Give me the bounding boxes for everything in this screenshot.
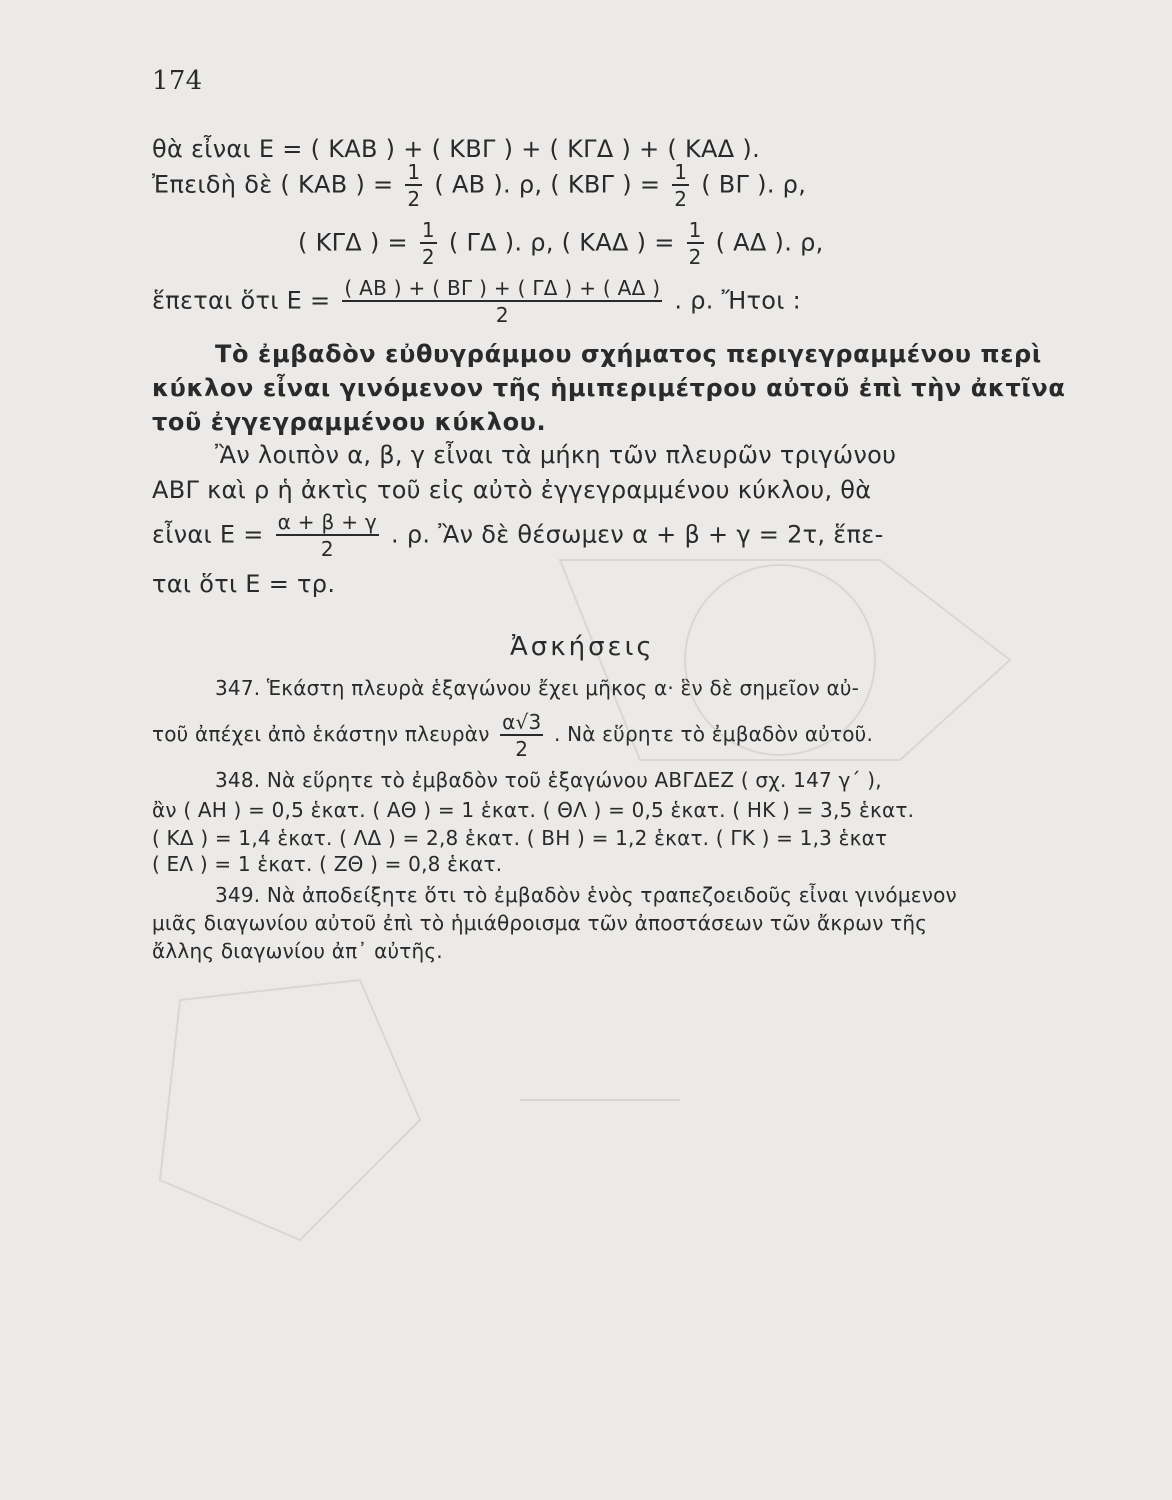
eq3-post: ( ΑΔ ). ρ, — [715, 228, 824, 257]
exercises-heading: Ἀσκήσεις — [510, 632, 655, 662]
theorem-line-3: τοῦ ἐγγεγραμμένου κύκλου. — [152, 408, 547, 436]
exercise-349-line-2: μιᾶς διαγωνίου αὐτοῦ ἐπὶ τὸ ἡμιάθροισμα τῶν ἀποστάσεων τῶν ἄκρων τῆς — [152, 911, 928, 935]
exercise-348-line-2: ἂν ( ΑΗ ) = 0,5 ἑκατ. ( ΑΘ ) = 1 ἑκατ. ( ΘΛ ) = 0,5 ἑκατ. ( ΗΚ ) = 3,5 ἑκατ. — [152, 798, 915, 822]
ghost-polygon-2 — [160, 980, 420, 1240]
exercise-347-line-2 — [152, 712, 873, 759]
exercise-348-line-4: ( ΕΛ ) = 1 ἑκατ. ( ΖΘ ) = 0,8 ἑκατ. — [152, 852, 503, 876]
frac-den: 2 — [405, 184, 422, 209]
equation-line-4 — [152, 278, 801, 325]
paragraph-line-1: Ἂν λοιπὸν α, β, γ εἶναι τὰ μήκη τῶν πλευρῶν τριγώνου — [215, 441, 897, 469]
frac-num: 1 — [688, 218, 702, 242]
exercise-348-line-1: 348. Νὰ εὕρητε τὸ ἐμβαδὸν τοῦ ἑξαγώνου ΑΒΓΔΕΖ ( σχ. 147 γ΄ ), — [215, 768, 882, 792]
theorem-line-2: κύκλον εἶναι γινόμενον τῆς ἡμιπεριμέτρου αὐτοῦ ἐπὶ τὴν ἀκτῖνα — [152, 374, 1066, 402]
exercise-349-line-1: 349. Νὰ ἀποδείξητε ὅτι τὸ ἐμβαδὸν ἑνὸς τραπεζοειδοῦς εἶναι γινόμενον — [215, 883, 957, 907]
eq2-mid: ( ΑΒ ). ρ, ( ΚΒΓ ) = — [434, 170, 661, 199]
frac-num: 1 — [421, 218, 435, 242]
paragraph-line-4: ται ὅτι Ε = τρ. — [152, 570, 336, 598]
e347-post: . Νὰ εὕρητε τὸ ἐμβαδὸν αὐτοῦ. — [553, 722, 874, 746]
eq4-post: . ρ. Ἤτοι : — [674, 286, 802, 315]
paragraph-line-2: ΑΒΓ καὶ ρ ἡ ἀκτὶς τοῦ εἰς αὐτὸ ἐγγεγραμμένου κύκλου, θὰ — [152, 476, 872, 504]
p3-post: . ρ. Ἂν δὲ θέσωμεν α + β + γ = 2τ, ἕπε- — [391, 520, 884, 549]
page-number: 174 — [152, 66, 203, 96]
fraction-a-root3 — [500, 712, 543, 759]
e347-pre: τοῦ ἀπέχει ἀπὸ ἑκάστην πλευρὰν — [152, 722, 490, 746]
equation-line-3 — [298, 220, 824, 267]
paragraph-line-3 — [152, 512, 884, 559]
frac-den: 2 — [276, 534, 379, 559]
frac-den: 2 — [500, 734, 543, 759]
equation-line-2 — [152, 162, 806, 209]
exercise-349-line-3: ἄλλης διαγωνίου ἀπ᾿ αὐτῆς. — [152, 939, 443, 963]
frac-num: 1 — [674, 160, 688, 184]
exercise-347-line-1: 347. Ἑκάστη πλευρὰ ἑξαγώνου ἔχει μῆκος α· ἓν δὲ σημεῖον αὐ- — [215, 676, 860, 700]
p3-pre: εἶναι Ε = — [152, 520, 264, 549]
frac-den: 2 — [420, 242, 437, 267]
equation-line-1: θὰ εἶναι Ε = ( ΚΑΒ ) + ( ΚΒΓ ) + ( ΚΓΔ ) + ( ΚΑΔ ). — [152, 135, 760, 163]
fraction-sum-sides — [342, 278, 662, 325]
eq3-mid: ( ΓΔ ). ρ, ( ΚΑΔ ) = — [448, 228, 675, 257]
fraction-semiperimeter — [276, 512, 379, 559]
frac-num: α√3 — [502, 710, 542, 734]
frac-num: 1 — [407, 160, 421, 184]
eq2-post: ( ΒΓ ). ρ, — [701, 170, 807, 199]
fraction-half — [672, 162, 689, 209]
theorem-line-1: Τὸ ἐμβαδὸν εὐθυγράμμου σχήματος περιγεγραμμένου περὶ — [215, 340, 1042, 368]
fraction-half — [687, 220, 704, 267]
eq2-pre: Ἐπειδὴ δὲ ( ΚΑΒ ) = — [152, 170, 394, 199]
frac-den: 2 — [342, 300, 662, 325]
frac-den: 2 — [687, 242, 704, 267]
frac-den: 2 — [672, 184, 689, 209]
fraction-half — [405, 162, 422, 209]
exercise-348-line-3: ( ΚΔ ) = 1,4 ἑκατ. ( ΛΔ ) = 2,8 ἑκατ. ( ΒΗ ) = 1,2 ἑκατ. ( ΓΚ ) = 1,3 ἑκατ — [152, 826, 888, 850]
frac-num: ( ΑΒ ) + ( ΒΓ ) + ( ΓΔ ) + ( ΑΔ ) — [344, 276, 661, 300]
fraction-half — [420, 220, 437, 267]
frac-num: α + β + γ — [277, 510, 378, 534]
eq3-pre: ( ΚΓΔ ) = — [298, 228, 408, 257]
eq4-pre: ἕπεται ὅτι Ε = — [152, 286, 331, 315]
